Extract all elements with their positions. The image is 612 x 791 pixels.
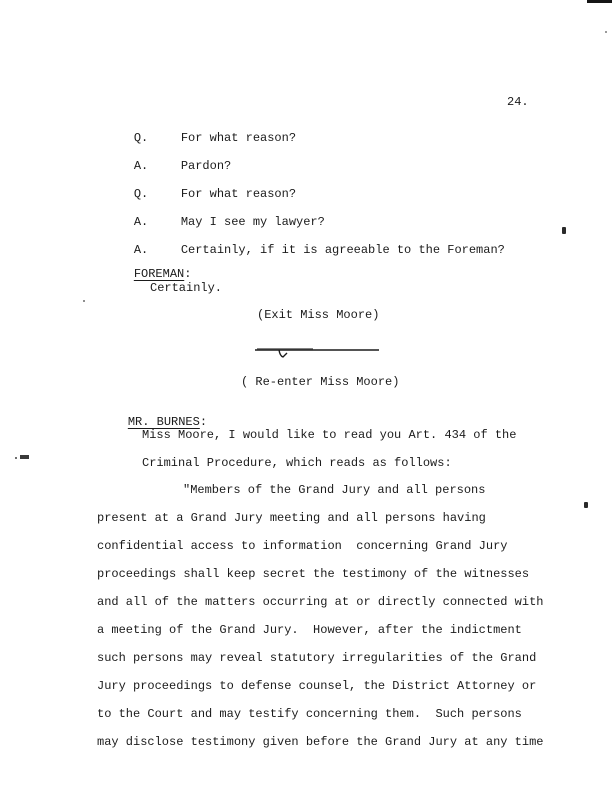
- qa-text: May I see my lawyer?: [180, 215, 325, 229]
- quote-line: such persons may reveal statutory irregularities of the Grand: [97, 651, 537, 665]
- page-number: 24.: [507, 95, 529, 109]
- foreman-response: Certainly.: [150, 281, 223, 295]
- speaker-label: Q.: [133, 131, 149, 145]
- scan-artifact: [15, 457, 17, 459]
- speaker-label: A.: [133, 215, 149, 229]
- foreman-heading-colon: :: [184, 267, 192, 281]
- qa-text: Pardon?: [180, 159, 232, 173]
- burnes-intro-line: Criminal Procedure, which reads as follows:: [142, 456, 452, 470]
- quote-line: to the Court and may testify concerning them. Such persons: [97, 707, 522, 721]
- scan-artifact: [20, 455, 29, 459]
- quote-line: Jury proceedings to defense counsel, the District Attorney or: [97, 679, 537, 693]
- scan-artifact: [562, 227, 566, 234]
- qa-text: For what reason?: [180, 187, 297, 201]
- quote-line: proceedings shall keep secret the testimony of the witnesses: [97, 567, 530, 581]
- speaker-label: A.: [133, 243, 149, 257]
- qa-text: For what reason?: [180, 131, 297, 145]
- scan-artifact: [584, 502, 588, 508]
- separator-line: [253, 345, 383, 361]
- scan-artifact: [587, 0, 612, 3]
- scan-artifact: [83, 300, 85, 302]
- quote-line: present at a Grand Jury meeting and all persons having: [97, 511, 486, 525]
- burnes-heading-colon: :: [199, 415, 208, 429]
- quote-line: confidential access to information concerning Grand Jury: [97, 539, 508, 553]
- stage-direction-exit: (Exit Miss Moore): [257, 308, 380, 322]
- foreman-heading-text: FOREMAN: [133, 267, 185, 281]
- speaker-label: A.: [133, 159, 149, 173]
- burnes-heading-text: MR. BURNES: [127, 415, 200, 429]
- quote-line: and all of the matters occurring at or directly connected with: [97, 595, 544, 609]
- quote-line: may disclose testimony given before the Grand Jury at any time: [97, 735, 544, 749]
- stage-direction-reenter: ( Re-enter Miss Moore): [241, 375, 400, 389]
- speaker-label: Q.: [133, 187, 149, 201]
- burnes-intro-line: Miss Moore, I would like to read you Art. 434 of the: [142, 428, 517, 442]
- quote-line: "Members of the Grand Jury and all persons: [183, 483, 486, 497]
- quote-line: a meeting of the Grand Jury. However, after the indictment: [97, 623, 522, 637]
- scan-artifact: [605, 31, 607, 33]
- qa-text: Certainly, if it is agreeable to the Foreman?: [180, 243, 505, 257]
